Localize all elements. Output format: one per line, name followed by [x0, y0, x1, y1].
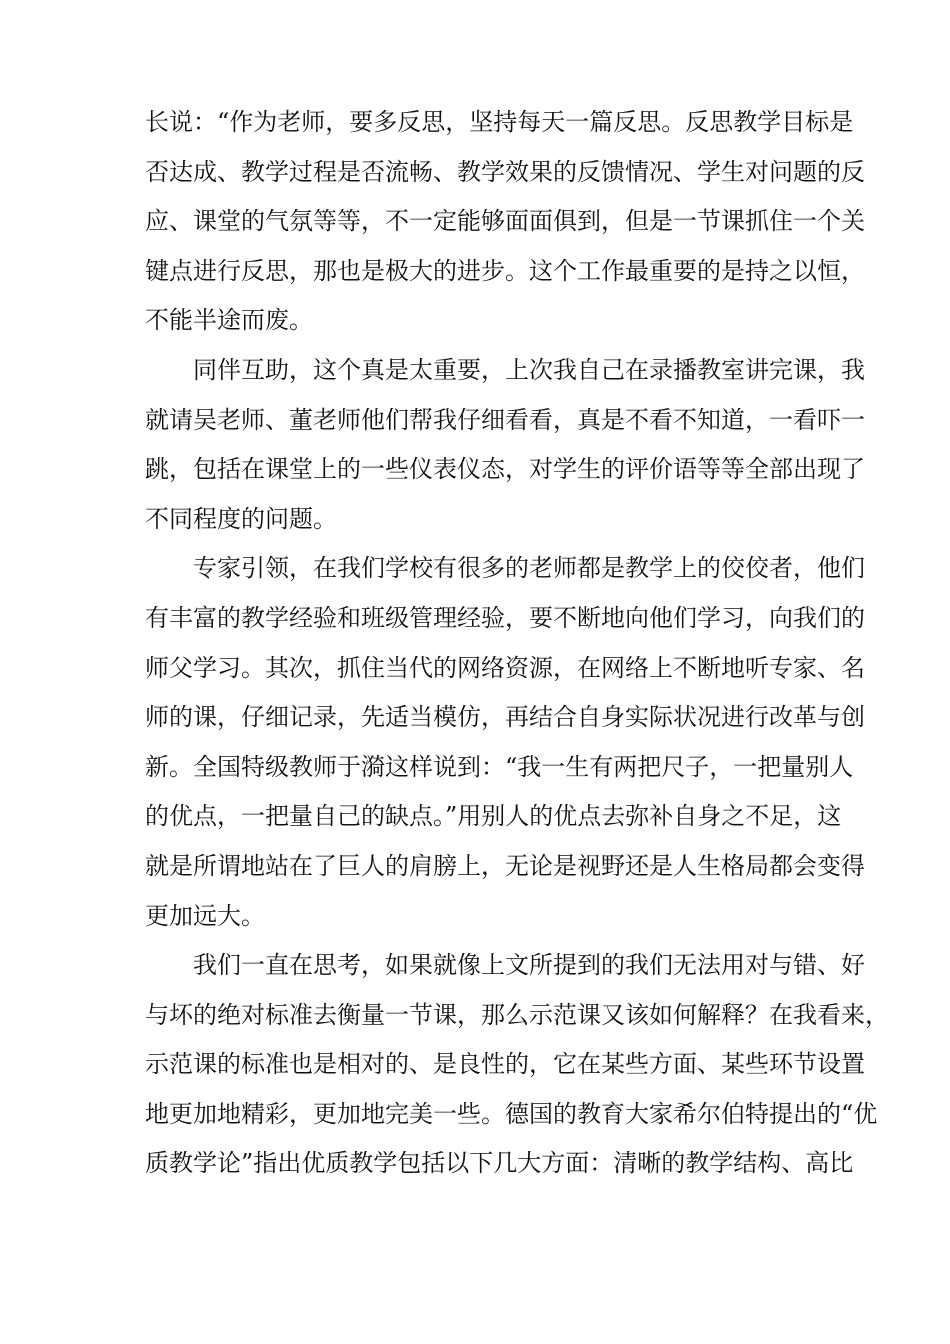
text-line: 的优点，一把量自己的缺点。”用别人的优点去弥补自身之不足，这: [145, 802, 842, 831]
text-line: 应、课堂的气氛等等，不一定能够面面俱到，但是一节课抓住一个关: [145, 207, 865, 236]
text-line: 长说：“作为老师，要多反思，坚持每天一篇反思。反思教学目标是: [145, 108, 854, 136]
text-line: 与坏的绝对标准去衡量一节课，那么示范课又该如何解释？在我看来，: [145, 1000, 889, 1029]
text-line: 我们一直在思考，如果就像上文所提到的我们无法用对与错、好: [193, 951, 865, 980]
text-line: 就请吴老师、董老师他们帮我仔细看看，真是不看不知道，一看吓一: [145, 405, 865, 434]
text-line: 键点进行反思，那也是极大的进步。这个工作最重要的是持之以恒，: [145, 256, 865, 285]
text-line: 不能半途而废。: [145, 306, 313, 335]
paragraph: [145, 544, 865, 941]
text-line: 新。全国特级教师于漪这样说到：“我一生有两把尺子，一把量别人: [145, 752, 854, 781]
paragraph: [145, 98, 865, 346]
text-line: 跳，包括在课堂上的一些仪表仪态，对学生的评价语等等全部出现了: [145, 455, 865, 484]
text-line: 更加远大。: [145, 901, 265, 930]
text-line: 地更加地精彩，更加地完美一些。德国的教育大家希尔伯特提出的“优: [145, 1099, 878, 1128]
paragraph: [145, 941, 889, 1189]
text-line: 师父学习。其次，抓住当代的网络资源，在网络上不断地听专家、名: [145, 653, 865, 682]
text-line: 师的课，仔细记录，先适当模仿，再结合自身实际状况进行改革与创: [145, 703, 865, 732]
text-line: 质教学论”指出优质教学包括以下几大方面：清晰的教学结构、高比: [145, 1149, 854, 1178]
text-line: 同伴互助，这个真是太重要，上次我自己在录播教室讲完课，我: [193, 355, 865, 384]
paragraph: [145, 346, 865, 544]
text-line: 不同程度的问题。: [145, 504, 337, 533]
document-body: [145, 98, 889, 1189]
text-line: 有丰富的教学经验和班级管理经验，要不断地向他们学习，向我们的: [145, 603, 865, 632]
text-line: 示范课的标准也是相对的、是良性的，它在某些方面、某些环节设置: [145, 1050, 865, 1079]
text-line: 就是所谓地站在了巨人的肩膀上，无论是视野还是人生格局都会变得: [145, 851, 865, 880]
text-line: 专家引领，在我们学校有很多的老师都是教学上的佼佼者，他们: [193, 554, 865, 583]
text-line: 否达成、教学过程是否流畅、教学效果的反馈情况、学生对问题的反: [145, 157, 865, 186]
